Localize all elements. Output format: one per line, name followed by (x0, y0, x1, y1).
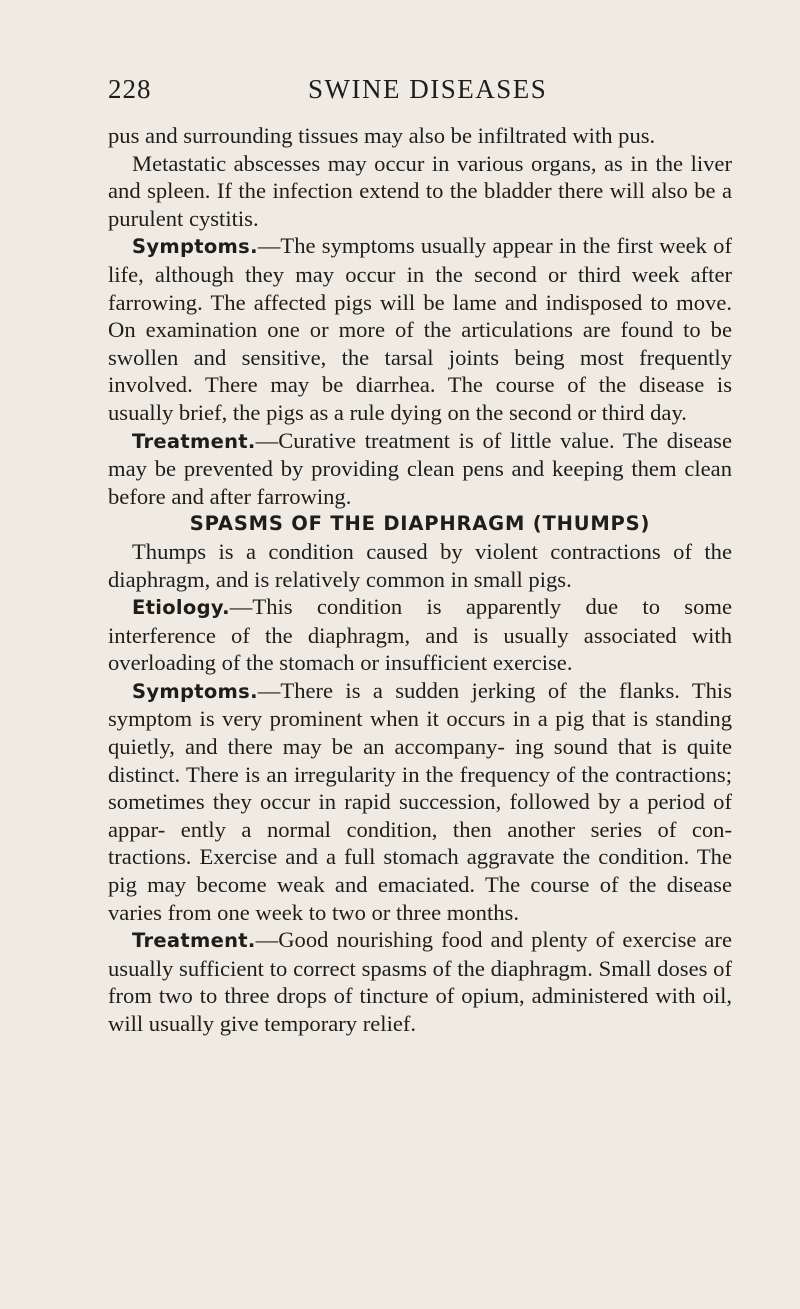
page-header (108, 74, 732, 114)
paragraph-text: pus and surrounding tissues may also be infiltrated with pus. (108, 123, 656, 148)
paragraph (108, 677, 732, 926)
run-in-heading: Treatment. (132, 929, 256, 953)
run-in-heading: Etiology. (132, 596, 230, 620)
paragraph (108, 427, 732, 511)
page-body (108, 122, 732, 1038)
run-in-heading: Treatment. (132, 429, 256, 453)
run-in-heading: Symptoms. (132, 679, 258, 703)
paragraph-text: —Good nourishing food and plenty of exercise are usually sufficient to correct spasms of the diaphragm. Small doses of from two to three drops of tincture of opium, administered with oil, will usually give temporary relief. (108, 927, 732, 1036)
paragraph (108, 122, 732, 150)
paragraph-text: —There is a sudden jerking of the flanks. This symptom is very prominent when it occurs in a pig that is standing quietly, and there may be an accompany- ing sound that is quite distinct. There is an irregularity in the frequency of the contractions; sometimes they occur in rapid succession, followed by a period of appar- ently a normal condition, then another series of con- tractions. Exercise and a full stomach aggravate the condition. The pig may become weak and emaciated. The course of the disease varies from one week to two or three months. (108, 677, 732, 925)
paragraph-text: Thumps is a condition caused by violent contractions of the diaphragm, and is relatively common in small pigs. (108, 538, 732, 592)
section-heading: SPASMS OF THE DIAPHRAGM (THUMPS) (189, 512, 651, 536)
run-in-heading: Symptoms. (132, 235, 258, 259)
paragraph-text: —Curative treatment is of little value. The disease may be prevented by providing clean pens and keeping them clean before and after farrowing. (108, 427, 732, 509)
paragraph-text: —The symptoms usually appear in the first week of life, although they may occur in the second or third week after farrowing. The affected pigs will be lame and indisposed to move. On examination one or more of the articulations are found to be swollen and sensitive, the tarsal joints being most frequently involved. There may be diarrhea. The course of the disease is usually brief, the pigs as a rule dying on the second or third day. (108, 233, 732, 425)
running-head: SWINE DISEASES (308, 74, 548, 104)
page-number: 228 (108, 74, 152, 104)
paragraph-text: Metastatic abscesses may occur in various organs, as in the liver and spleen. If the infection extend to the bladder there will also be a purulent cystitis. (108, 150, 732, 231)
paragraph (108, 232, 732, 426)
paragraph (108, 926, 732, 1037)
paragraph (108, 538, 732, 593)
paragraph (108, 593, 732, 677)
paragraph-text: —This condition is apparently due to some interference of the diaphragm, and is usually associated with overloading of the stomach or insufficient exercise. (108, 594, 732, 676)
paragraph (108, 150, 732, 233)
